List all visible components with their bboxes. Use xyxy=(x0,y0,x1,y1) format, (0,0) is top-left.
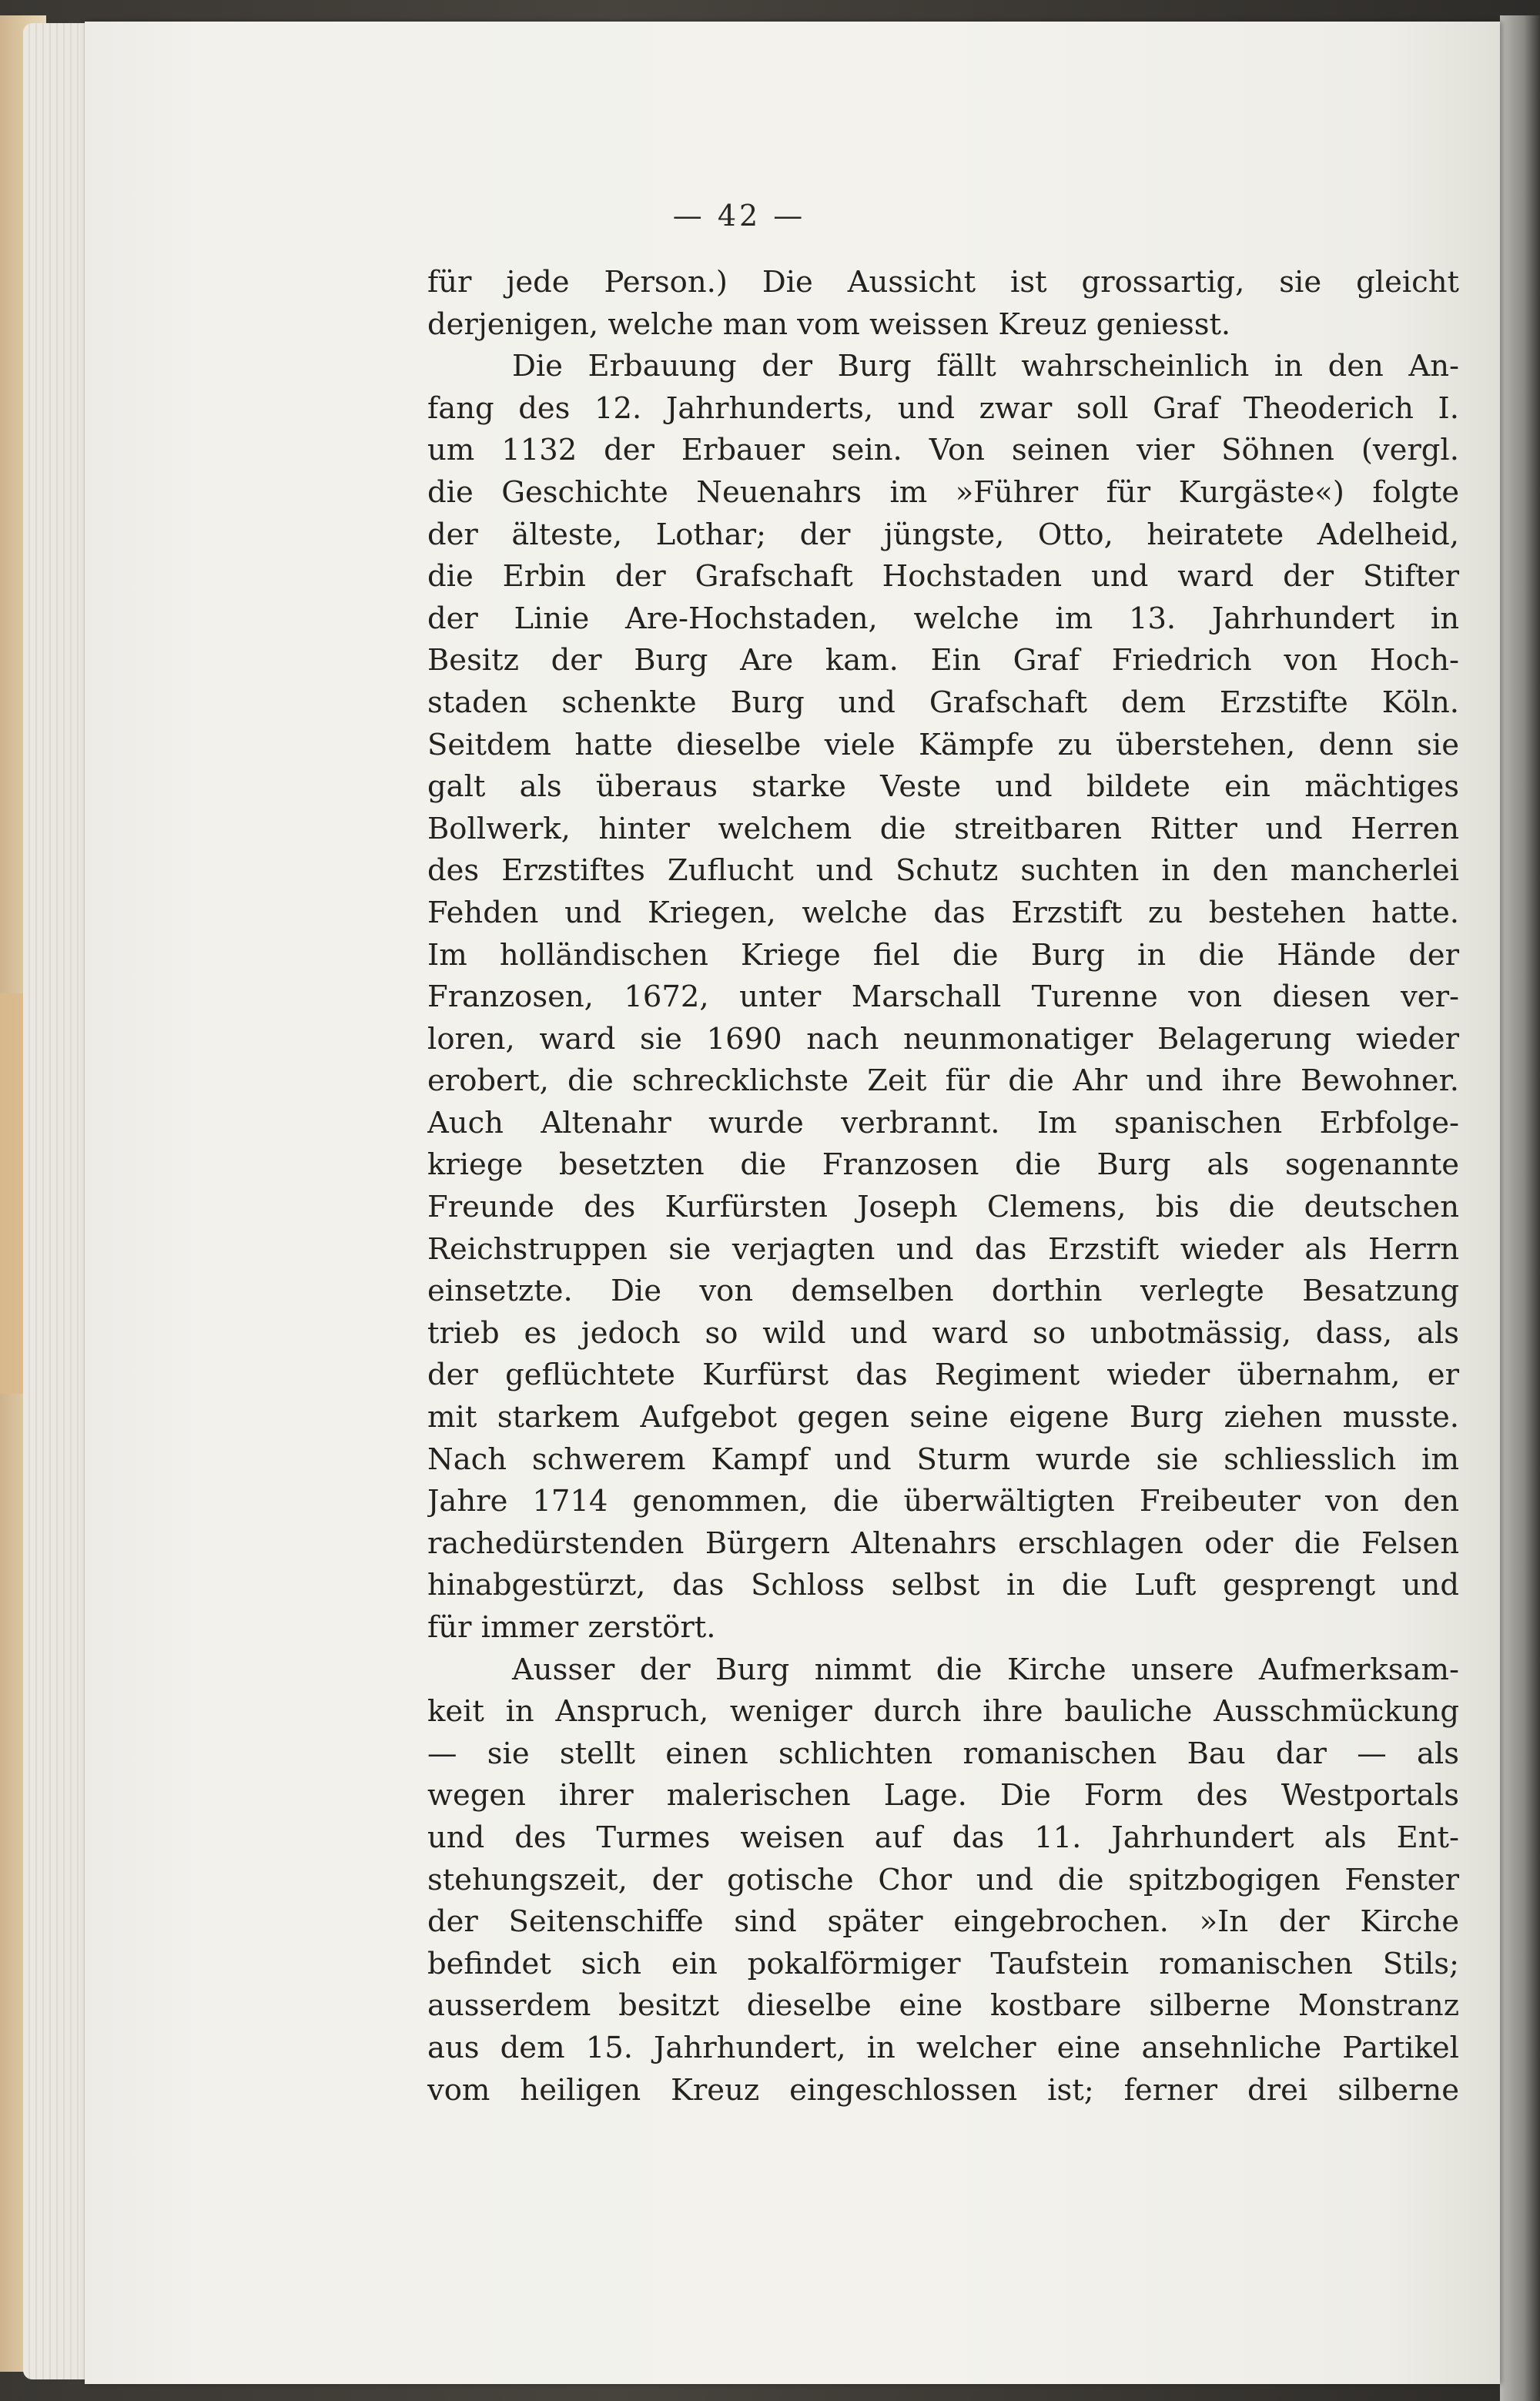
text-line: einsetzte. Die von demselben dorthin verlegte Besatzung xyxy=(427,1274,1459,1309)
text-line: loren, ward sie 1690 nach neunmonatiger Belagerung wieder xyxy=(427,1021,1459,1057)
text-line: Bollwerk, hinter welchem die streitbaren Ritter und Herren xyxy=(427,811,1459,846)
text-line: der Linie Are-Hochstaden, welche im 13. Jahrhundert in xyxy=(427,601,1459,636)
text-line: rachedürstenden Bürgern Altenahrs erschlagen oder die Felsen xyxy=(427,1525,1459,1561)
text-line: der älteste, Lothar; der jüngste, Otto, heiratete Adelheid, xyxy=(427,517,1459,552)
book-right-edge xyxy=(1500,15,1540,2401)
text-line: Jahre 1714 genommen, die überwältigten Freibeuter von den xyxy=(427,1484,1459,1519)
text-line: fang des 12. Jahrhunderts, und zwar soll Graf Theoderich I. xyxy=(427,390,1459,426)
text-line: vom heiligen Kreuz eingeschlossen ist; ferner drei silberne xyxy=(427,2072,1459,2108)
text-line: befindet sich ein pokalförmiger Taufstein romanischen Stils; xyxy=(427,1946,1459,1981)
text-line: der geflüchtete Kurfürst das Regiment wieder übernahm, er xyxy=(427,1358,1459,1393)
text-line: die Geschichte Neuenahrs im »Führer für Kurgäste«) folgte xyxy=(427,474,1459,510)
text-line: — sie stellt einen schlichten romanischen Bau dar — als xyxy=(427,1736,1459,1771)
text-line: trieb es jedoch so wild und ward so unbotmässig, dass, als xyxy=(427,1315,1459,1351)
text-line: um 1132 der Erbauer sein. Von seinen vier Söhnen (vergl. xyxy=(427,433,1459,468)
text-line: hinabgestürzt, das Schloss selbst in die Luft gesprengt und xyxy=(427,1568,1459,1603)
text-line: Fehden und Kriegen, welche das Erzstift zu bestehen hatte. xyxy=(427,895,1459,930)
text-line: für jede Person.) Die Aussicht ist grossartig, sie gleicht xyxy=(427,265,1459,300)
text-line: staden schenkte Burg und Grafschaft dem Erzstifte Köln. xyxy=(427,685,1459,720)
text-line: Die Erbauung der Burg fällt wahrscheinlich in den An- xyxy=(512,349,1459,384)
text-line: Auch Altenahr wurde verbrannt. Im spanischen Erbfolge- xyxy=(427,1105,1459,1140)
text-line: Im holländischen Kriege fiel die Burg in die Hände der xyxy=(427,937,1459,973)
text-line: und des Turmes weisen auf das 11. Jahrhundert als Ent- xyxy=(427,1820,1459,1855)
text-line: Ausser der Burg nimmt die Kirche unsere Aufmerksam- xyxy=(512,1652,1459,1687)
text-line: Nach schwerem Kampf und Sturm wurde sie schliesslich im xyxy=(427,1442,1459,1477)
text-line: galt als überaus starke Veste und bildete ein mächtiges xyxy=(427,769,1459,805)
text-line: für immer zerstört. xyxy=(427,1610,716,1645)
text-line: mit starkem Aufgebot gegen seine eigene Burg ziehen musste. xyxy=(427,1400,1459,1435)
body-text xyxy=(427,262,1459,2111)
page-number: — 42 — xyxy=(672,199,806,233)
text-line: Reichstruppen sie verjagten und das Erzstift wieder als Herrn xyxy=(427,1231,1459,1267)
text-line: wegen ihrer malerischen Lage. Die Form des Westportals xyxy=(427,1778,1459,1813)
text-line: Franzosen, 1672, unter Marschall Turenne von diesen ver- xyxy=(427,979,1459,1015)
text-line: ausserdem besitzt dieselbe eine kostbare silberne Monstranz xyxy=(427,1988,1459,2024)
text-line: derjenigen, welche man vom weissen Kreuz geniesst. xyxy=(427,306,1231,342)
text-line: Besitz der Burg Are kam. Ein Graf Friedrich von Hoch- xyxy=(427,643,1459,678)
text-line: stehungszeit, der gotische Chor und die spitzbogigen Fenster xyxy=(427,1862,1459,1897)
text-line: die Erbin der Grafschaft Hochstaden und ward der Stifter xyxy=(427,559,1459,594)
text-line: erobert, die schrecklichste Zeit für die Ahr und ihre Bewohner. xyxy=(427,1063,1459,1099)
text-line: des Erzstiftes Zuflucht und Schutz suchten in den mancherlei xyxy=(427,853,1459,889)
text-line: Seitdem hatte dieselbe viele Kämpfe zu überstehen, denn sie xyxy=(427,727,1459,762)
text-line: kriege besetzten die Franzosen die Burg als sogenannte xyxy=(427,1147,1459,1183)
text-line: der Seitenschiffe sind später eingebrochen. »In der Kirche xyxy=(427,1904,1459,1940)
text-line: keit in Anspruch, weniger durch ihre bauliche Ausschmückung xyxy=(427,1694,1459,1730)
text-line: Freunde des Kurfürsten Joseph Clemens, bis die deutschen xyxy=(427,1190,1459,1225)
text-line: aus dem 15. Jahrhundert, in welcher eine ansehnliche Partikel xyxy=(427,2030,1459,2065)
